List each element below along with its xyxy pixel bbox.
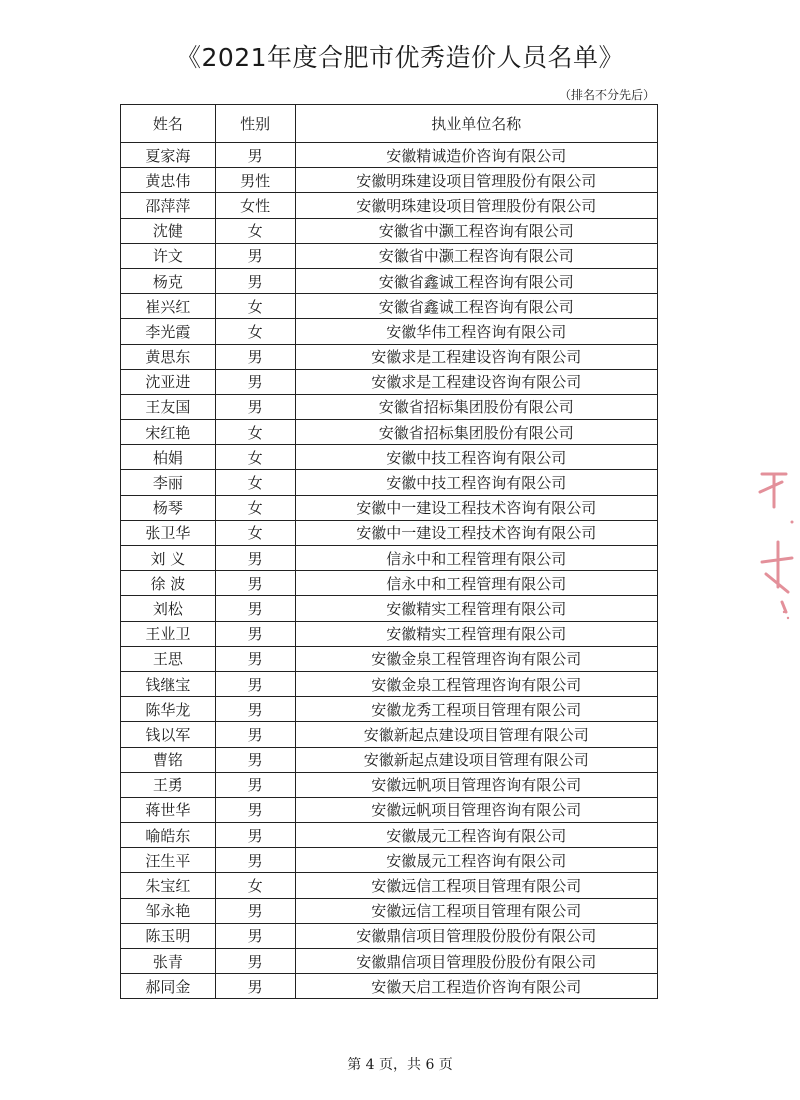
cell-gender: 男 <box>215 923 295 948</box>
cell-name: 宋红艳 <box>121 420 216 445</box>
cell-gender: 女 <box>215 445 295 470</box>
cell-employer: 安徽中一建设工程技术咨询有限公司 <box>295 520 657 545</box>
table-row <box>121 823 658 848</box>
seal-stamp-fragment <box>752 462 796 632</box>
cell-gender: 男 <box>215 949 295 974</box>
cell-name: 喻皓东 <box>121 823 216 848</box>
table-row <box>121 974 658 999</box>
table-row <box>121 394 658 419</box>
cell-employer: 安徽金泉工程管理咨询有限公司 <box>295 646 657 671</box>
table-row <box>121 546 658 571</box>
cell-name: 王业卫 <box>121 621 216 646</box>
document-title: 《2021年度合肥市优秀造价人员名单》 <box>175 43 625 72</box>
cell-gender: 男 <box>215 546 295 571</box>
cell-employer: 安徽省鑫诚工程咨询有限公司 <box>295 268 657 293</box>
cell-employer: 安徽天启工程造价咨询有限公司 <box>295 974 657 999</box>
cell-employer: 安徽远帆项目管理咨询有限公司 <box>295 772 657 797</box>
cell-name: 许文 <box>121 243 216 268</box>
cell-employer: 安徽新起点建设项目管理有限公司 <box>295 722 657 747</box>
table-row <box>121 168 658 193</box>
table-row <box>121 949 658 974</box>
personnel-table <box>120 104 658 999</box>
cell-name: 王友国 <box>121 394 216 419</box>
cell-name: 崔兴红 <box>121 294 216 319</box>
cell-gender: 女 <box>215 294 295 319</box>
cell-gender: 男 <box>215 369 295 394</box>
cell-name: 钱以军 <box>121 722 216 747</box>
cell-gender: 男 <box>215 898 295 923</box>
cell-employer: 安徽远帆项目管理咨询有限公司 <box>295 797 657 822</box>
table-row <box>121 747 658 772</box>
header-gender: 性别 <box>215 105 295 143</box>
cell-name: 曹铭 <box>121 747 216 772</box>
cell-name: 王勇 <box>121 772 216 797</box>
cell-employer: 安徽龙秀工程项目管理有限公司 <box>295 697 657 722</box>
cell-employer: 安徽精实工程管理有限公司 <box>295 621 657 646</box>
cell-gender: 女 <box>215 520 295 545</box>
cell-employer: 安徽明珠建设项目管理股份有限公司 <box>295 193 657 218</box>
cell-gender: 男 <box>215 722 295 747</box>
cell-employer: 安徽金泉工程管理咨询有限公司 <box>295 671 657 696</box>
cell-gender: 男 <box>215 646 295 671</box>
header-name: 姓名 <box>121 105 216 143</box>
table-row <box>121 923 658 948</box>
cell-name: 夏家海 <box>121 143 216 168</box>
table-row <box>121 319 658 344</box>
header-employer: 执业单位名称 <box>295 105 657 143</box>
table-row <box>121 722 658 747</box>
table-row <box>121 268 658 293</box>
cell-name: 李光霞 <box>121 319 216 344</box>
ranking-note: （排名不分先后） <box>558 88 655 102</box>
cell-name: 蒋世华 <box>121 797 216 822</box>
cell-name: 朱宝红 <box>121 873 216 898</box>
cell-employer: 安徽远信工程项目管理有限公司 <box>295 873 657 898</box>
cell-employer: 安徽新起点建设项目管理有限公司 <box>295 747 657 772</box>
cell-employer: 安徽精实工程管理有限公司 <box>295 596 657 621</box>
table-row <box>121 294 658 319</box>
cell-name: 徐 波 <box>121 571 216 596</box>
cell-gender: 女性 <box>215 193 295 218</box>
cell-employer: 安徽省中灏工程咨询有限公司 <box>295 243 657 268</box>
table-row <box>121 218 658 243</box>
cell-employer: 安徽省中灏工程咨询有限公司 <box>295 218 657 243</box>
table-row <box>121 470 658 495</box>
table-row <box>121 646 658 671</box>
page-footer: 第 4 页，共 6 页 <box>347 1057 453 1073</box>
cell-gender: 男 <box>215 747 295 772</box>
cell-name: 张卫华 <box>121 520 216 545</box>
table-row <box>121 596 658 621</box>
cell-employer: 安徽晟元工程咨询有限公司 <box>295 848 657 873</box>
table-row <box>121 143 658 168</box>
cell-gender: 男 <box>215 621 295 646</box>
cell-employer: 安徽鼎信项目管理股份股份有限公司 <box>295 949 657 974</box>
cell-employer: 安徽中技工程咨询有限公司 <box>295 445 657 470</box>
cell-employer: 信永中和工程管理有限公司 <box>295 571 657 596</box>
table-row <box>121 571 658 596</box>
cell-name: 郝同金 <box>121 974 216 999</box>
cell-gender: 男 <box>215 671 295 696</box>
cell-name: 张青 <box>121 949 216 974</box>
table-row <box>121 697 658 722</box>
cell-name: 黄忠伟 <box>121 168 216 193</box>
table-row <box>121 772 658 797</box>
cell-gender: 男性 <box>215 168 295 193</box>
cell-gender: 女 <box>215 873 295 898</box>
cell-name: 柏娟 <box>121 445 216 470</box>
cell-gender: 男 <box>215 797 295 822</box>
cell-employer: 安徽求是工程建设咨询有限公司 <box>295 369 657 394</box>
cell-employer: 安徽晟元工程咨询有限公司 <box>295 823 657 848</box>
cell-employer: 安徽华伟工程咨询有限公司 <box>295 319 657 344</box>
table-row <box>121 621 658 646</box>
cell-employer: 安徽鼎信项目管理股份股份有限公司 <box>295 923 657 948</box>
cell-gender: 男 <box>215 974 295 999</box>
cell-employer: 安徽精诚造价咨询有限公司 <box>295 143 657 168</box>
cell-employer: 信永中和工程管理有限公司 <box>295 546 657 571</box>
cell-gender: 男 <box>215 772 295 797</box>
cell-name: 陈玉明 <box>121 923 216 948</box>
cell-name: 钱继宝 <box>121 671 216 696</box>
cell-name: 杨克 <box>121 268 216 293</box>
cell-employer: 安徽远信工程项目管理有限公司 <box>295 898 657 923</box>
table-row <box>121 898 658 923</box>
table-row <box>121 369 658 394</box>
cell-employer: 安徽中技工程咨询有限公司 <box>295 470 657 495</box>
table-row <box>121 193 658 218</box>
table-row <box>121 848 658 873</box>
cell-gender: 女 <box>215 218 295 243</box>
table-row <box>121 445 658 470</box>
cell-name: 邹永艳 <box>121 898 216 923</box>
table-row <box>121 797 658 822</box>
cell-gender: 女 <box>215 495 295 520</box>
cell-gender: 女 <box>215 319 295 344</box>
table-row <box>121 671 658 696</box>
cell-employer: 安徽省招标集团股份有限公司 <box>295 394 657 419</box>
cell-gender: 男 <box>215 143 295 168</box>
cell-employer: 安徽明珠建设项目管理股份有限公司 <box>295 168 657 193</box>
cell-gender: 男 <box>215 243 295 268</box>
cell-employer: 安徽中一建设工程技术咨询有限公司 <box>295 495 657 520</box>
cell-name: 沈健 <box>121 218 216 243</box>
cell-name: 黄思东 <box>121 344 216 369</box>
table-row <box>121 520 658 545</box>
cell-gender: 男 <box>215 344 295 369</box>
cell-gender: 男 <box>215 571 295 596</box>
cell-gender: 男 <box>215 823 295 848</box>
table-row <box>121 873 658 898</box>
cell-name: 汪生平 <box>121 848 216 873</box>
table-body <box>121 143 658 999</box>
cell-gender: 男 <box>215 394 295 419</box>
cell-gender: 女 <box>215 420 295 445</box>
cell-name: 王思 <box>121 646 216 671</box>
cell-gender: 男 <box>215 848 295 873</box>
cell-gender: 女 <box>215 470 295 495</box>
table-row <box>121 344 658 369</box>
table-row <box>121 420 658 445</box>
cell-name: 李丽 <box>121 470 216 495</box>
cell-employer: 安徽求是工程建设咨询有限公司 <box>295 344 657 369</box>
cell-name: 刘 义 <box>121 546 216 571</box>
cell-name: 杨琴 <box>121 495 216 520</box>
table-header-row <box>121 105 658 143</box>
cell-employer: 安徽省鑫诚工程咨询有限公司 <box>295 294 657 319</box>
cell-name: 沈亚进 <box>121 369 216 394</box>
table-row <box>121 495 658 520</box>
cell-gender: 男 <box>215 596 295 621</box>
cell-name: 邵萍萍 <box>121 193 216 218</box>
cell-name: 陈华龙 <box>121 697 216 722</box>
cell-gender: 男 <box>215 697 295 722</box>
cell-name: 刘松 <box>121 596 216 621</box>
cell-gender: 男 <box>215 268 295 293</box>
cell-employer: 安徽省招标集团股份有限公司 <box>295 420 657 445</box>
table-row <box>121 243 658 268</box>
